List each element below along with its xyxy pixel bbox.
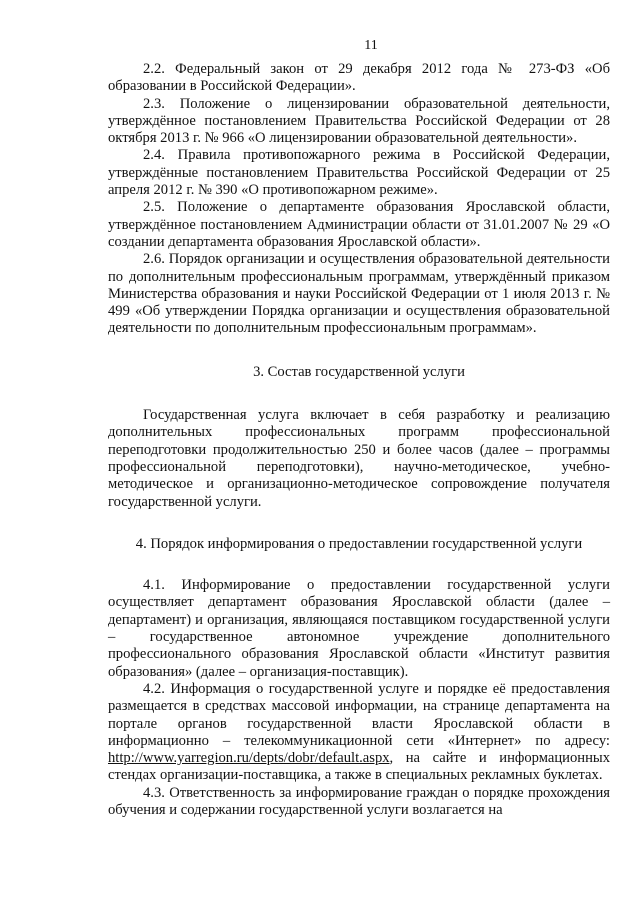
paragraph-2-3: 2.3. Положение о лицензировании образовательной деятельности, утверждённое постановлением Правительства Российской Федерации от 28 октября 2013 г. № 966 «О лицензировании образовательной деятельности». [108, 95, 610, 147]
section-4-heading: 4. Порядок информирования о предоставлении государственной услуги [135, 535, 583, 552]
paragraph-2-2: 2.2. Федеральный закон от 29 декабря 2012 года № 273-ФЗ «Об образовании в Российской Федерации». [108, 61, 610, 95]
department-website-link[interactable]: http://www.yarregion.ru/depts/dobr/default.aspx [108, 750, 390, 767]
page-number: 11 [364, 38, 378, 53]
paragraph-2-6: 2.6. Порядок организации и осуществления образовательной деятельности по дополнительным профессиональным программам, утверждённый приказом Министерства образования и науки Российской Федерации от 1 июля 2013 г. № 499 «Об утверждении Порядка организации и осуществления образовательной деятельности по дополнительным профессиональным программам». [108, 251, 610, 337]
paragraph-4-3: 4.3. Ответственность за информирование граждан о порядке прохождения обучения и содержании государственной услуги возлагается на [108, 784, 610, 818]
paragraph-4-2-text-end: , на сайте и информационных стендах организации-поставщика, а также в специальных рекламных буклетах. [108, 750, 610, 784]
paragraph-section-3: Государственная услуга включает в себя разработку и реализацию дополнительных профессиональных программ профессиональной переподготовки продолжительностью 250 и более часов (далее – программы профессиональной переподготовки), научно-методическое, учебно-методическое и организационно-методическое сопровождение получателя государственной услуги. [108, 407, 610, 510]
section-3-heading: 3. Состав государственной услуги [253, 363, 465, 380]
paragraph-2-4: 2.4. Правила противопожарного режима в Российской Федерации, утверждённые постановлением Правительства Российской Федерации от 25 апреля 2012 г. № 390 «О противопожарном режиме». [108, 147, 610, 199]
paragraph-4-1: 4.1. Информирование о предоставлении государственной услуги осуществляет департамент образования Ярославской области (далее – департамент) и организация, являющаяся поставщиком государственной услуги – государственное автономное учреждение дополнительного профессионального образования Ярославской области «Институт развития образования» (далее – организация-поставщик). [108, 577, 610, 680]
document-body [108, 61, 610, 819]
paragraph-4-2 [108, 681, 610, 785]
paragraph-2-5: 2.5. Положение о департаменте образования Ярославской области, утверждённое постановлением Администрации области от 31.01.2007 № 29 «О создании департамента образования Ярославской области». [108, 199, 610, 250]
paragraph-4-2-text-start: 4.2. Информация о государственной услуге и порядке её предоставления размещается в средствах массовой информации, на странице департамента на портале органов государственной власти Ярославской области в информационно – телекоммуникационной сети «Интернет» по адресу: [108, 680, 610, 749]
